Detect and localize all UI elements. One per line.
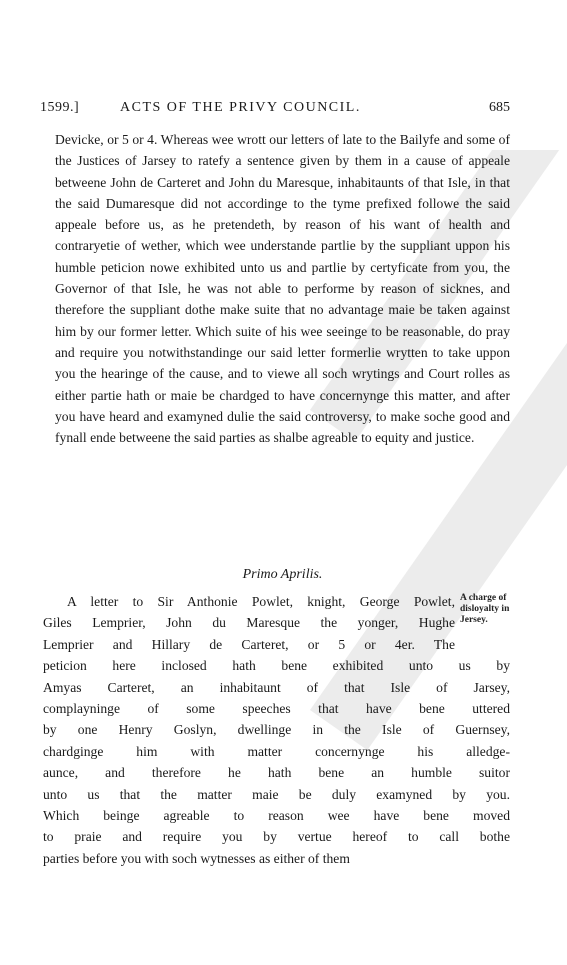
paragraph-2-line: Giles Lemprier, John du Maresque the yonger, Hughe: [43, 615, 455, 631]
paragraph-2: [43, 591, 510, 869]
paragraph-2-line: complayninge of some speeches that have bene uttered: [43, 701, 510, 717]
paragraph-2-line: Which beinge agreable to reason wee have bene moved: [43, 808, 510, 824]
section-heading: Primo Aprilis.: [242, 567, 323, 582]
paragraph-2-line: by one Henry Goslyn, dwellinge in the Isle of Guernsey,: [43, 722, 510, 738]
header-year: 1599.]: [40, 100, 80, 115]
paragraph-2-line: A letter to Sir Anthonie Powlet, knight, George Powlet,: [67, 594, 455, 609]
page-number: 685: [489, 100, 510, 115]
paragraph-2-line: aunce, and therefore he hath bene an humble suitor: [43, 765, 510, 781]
paragraph-2-line: parties before you with soch wytnesses as either of them: [43, 850, 350, 866]
margin-note: A charge of disloyalty in Jersey.: [460, 593, 510, 625]
paragraph-2-line: to praie and require you by vertue hereof to call bothe: [43, 829, 510, 845]
paragraph-1: [55, 129, 510, 448]
paragraph-2-line: chardginge him with matter concernynge his alledge-: [43, 743, 510, 759]
header-title: ACTS OF THE PRIVY COUNCIL.: [120, 100, 361, 115]
running-header: [40, 100, 510, 122]
paragraph-2-line: Lemprier and Hillary de Carteret, or 5 or 4er. The: [43, 636, 455, 652]
paragraph-2-line: peticion here inclosed hath bene exhibited unto us by: [43, 658, 510, 674]
paragraph-2-text: [43, 591, 510, 869]
paragraph-2-line: unto us that the matter maie be duly examyned by you.: [43, 786, 510, 802]
paragraph-1-text: Devicke, or 5 or 4. Whereas wee wrott our letters of late to the Bailyfe and some of the Justices of Jarsey to ratefy a sentence given by them in a cause of appeale betweene John de Carteret and John du Maresque, inhabitaunts of that Isle, in that the said Dumaresque did not accordinge to the tyme prefixed followe the said appeale before us, as he pretendeth, by reason of his want of health and contraryetie of wether, which wee understande partlie by the suppliant uppon his humble peticion nowe exhibited unto us and partlie by certyficate from you, the Governor of that Isle, he was not able to performe by reason of sicknes, and therefore the suppliant dothe make suite that no advantage maie be taken against him by our former letter. Which suite of his wee seeinge to be reasonable, do pray and require you notwithstandinge our said letter formerlie wrytten to take uppon you the hearinge of the cause, and to viewe all soch wrytings and Court rolles as either partie hath or maie be chardged to have concernynge this matter, and after you have heard and examyned dulie the said controversy, to make soche good and fynall ende betweene the said parties as shalbe agreable to equity and justice.: [55, 132, 510, 446]
paragraph-2-line: Amyas Carteret, an inhabitaunt of that Isle of Jarsey,: [43, 679, 510, 695]
